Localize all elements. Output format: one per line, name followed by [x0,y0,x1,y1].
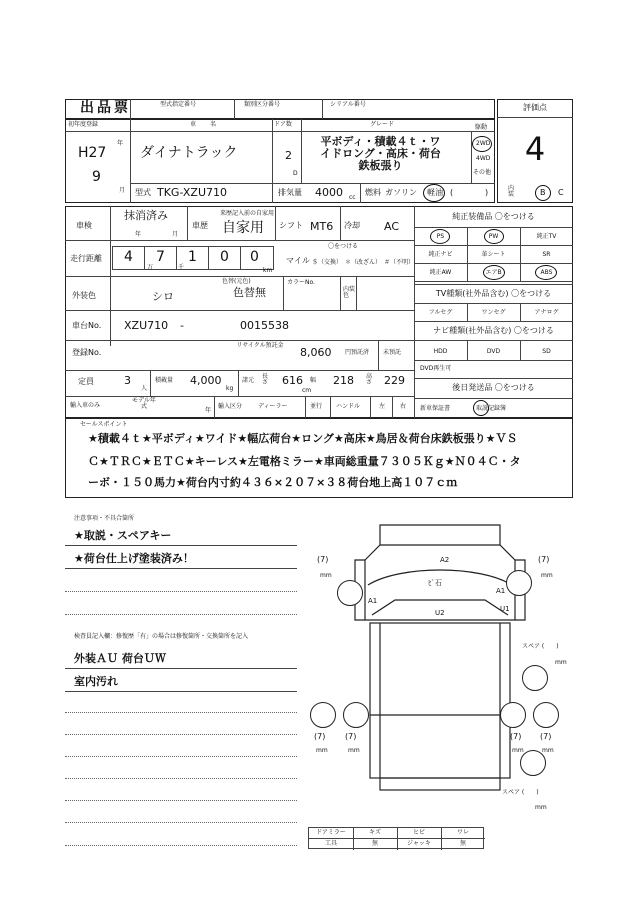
diagram-label-a1-left: A1 [368,597,378,605]
diagram-label-stone: ﾋﾟ石 [428,579,442,587]
damage-value-2: 無 [459,840,466,847]
drive-2wd-circle [472,136,492,152]
color-change-label: 色替(元色) [222,278,251,285]
recycle-unpaid: 未預託 [383,349,402,356]
spare-label-1: スペア ( ) [522,643,559,650]
import-year-unit: 年 [205,407,212,414]
damage-value-1: 無 [371,840,378,847]
import-model-year-label: モデル年式 [132,397,156,410]
tire-mm: mm [541,572,553,579]
equip-ps-circle [430,229,450,244]
later-doc-warranty: 新車保証書 [420,405,451,412]
inspection-year: 年 [135,231,142,238]
model-value: TKG-XZU710 [157,186,227,199]
registration-label: 登録No. [72,348,102,357]
chassis-label: 車台No. [72,321,102,330]
mile-label: マイル [286,256,310,265]
dvd-label: DVD再生可 [420,365,452,372]
tv-opt-fullseg: フルセグ [428,309,453,316]
interior-c: C [558,188,564,197]
tv-opt-oneseg: ワンセグ [481,309,506,316]
import-class-label: 輸入区分 [218,403,243,410]
import-dealer: ディーラー [258,403,288,410]
type-cert-label: 型式指定番号 [160,101,197,108]
equip-tv: 純正TV [536,233,557,240]
serial-label: シリアル番号 [330,101,366,108]
displacement-value: 4000 [315,186,343,199]
fuel-gas: ガソリン [385,188,417,197]
damage-value-tools: 工具 [324,840,337,847]
mileage-digit: 0 [220,249,229,265]
diagram-label-a2: A2 [440,556,450,564]
sales-line: Ｃ★ＴＲＣ★ＥＴＣ★キーレス★左電格ミラー★車両総重量７３０５Ｋｇ★Ｎ０４Ｃ・タ [88,455,521,468]
diagram-label-a1-right: A1 [496,587,506,595]
grade-value: 平ボディ・積載４ｔ・ワイドロング・高床・荷台鉄板張り [320,135,441,173]
recycle-label: リサイクル預託金 [236,342,284,349]
tire-depth-fl: (7) [317,555,329,564]
doors-label: ドア数 [274,121,292,128]
wheel-rear-left-inner [343,702,369,728]
color-value: シロ [152,290,174,303]
class-label: 類別区分番号 [244,101,281,108]
tv-opt-analog: アナログ [534,309,559,316]
dims-width: 218 [333,374,354,387]
navi-opt-dvd: DVD [486,348,501,355]
mileage-opt-unknown: ＃（不明） [384,259,415,266]
model-label: 型式 [135,188,151,197]
interior-grade-label: 内装 [508,185,515,198]
sales-line: ★積載４ｔ★平ボディ★ワイド★幅広荷台★ロング★高床★鳥居＆荷台床鉄板張り★ＶＳ [88,432,518,445]
fuel-diesel-circle [423,184,445,202]
recycle-value: 8,060 [300,346,332,359]
doors-value: 2 [285,149,292,162]
later-doc-records: 記録簿 [488,405,507,412]
capacity-unit: 人 [141,385,148,392]
equipment-grid [414,227,573,281]
usage-label: 車歴 [192,221,208,230]
inspector-line: 室内汚れ [74,675,118,688]
tire-mm: mm [555,659,567,666]
equip-pw-circle [484,229,504,244]
damage-header-scratch: キズ [369,829,381,836]
mileage-opt-exchange: ＄（交換） [312,259,343,266]
tire-mm: mm [512,747,524,754]
capacity-label: 定員 [78,377,94,386]
tire-depth-rl2: (7) [345,732,357,741]
navi-title: ナビ種類(社外品含む) 〇をつける [433,326,554,335]
import-parallel: 並行 [310,403,323,410]
doors-unit: D [293,170,298,177]
displacement-unit: cc [349,194,356,201]
int-color-label: 内装色 [343,286,356,299]
equipment-title: 純正装備品 〇をつける [452,212,535,221]
car-name-label: 車名 [190,121,231,128]
notes-line: ★取説・スペアキー [74,529,172,542]
fuel-label: 燃料 [365,188,381,197]
later-docs-title: 後日発送品 〇をつける [452,383,535,392]
tire-depth-rr1: (7) [510,732,522,741]
damage-header-mirror: ドアミラー [316,829,346,836]
interior-b: B [540,188,546,197]
load-label: 積載量 [155,377,174,384]
equip-airbag: エアB [485,269,502,276]
mileage-label: 走行距離 [70,254,102,263]
color-change-value: 色替無 [233,286,266,299]
first-reg-month: 9 [92,169,101,185]
load-unit: kg [226,385,234,392]
mileage-digit: 0 [250,249,259,265]
spare-wheel-1 [522,665,548,691]
tire-mm: mm [542,747,554,754]
notes-label: 注意事項・不具合箇所 [74,515,135,522]
import-label: 輸入車のみ [70,402,101,409]
shift-label: シフト [279,221,303,230]
tire-mm: mm [320,572,332,579]
interior-b-circle [535,185,551,201]
dims-length-label: 長さ [262,373,269,386]
equip-aw: 純正AW [429,269,452,276]
ac-value: AC [384,220,400,233]
handle-label: ハンドル [336,403,361,410]
fuel-diesel: 軽油 [427,188,443,197]
later-doc-manual: 取説 [476,405,489,412]
mileage-man: 万 [147,264,154,271]
displacement-label: 排気量 [278,188,302,197]
inspection-month: 月 [172,231,179,238]
drive-other: その他 [473,169,492,176]
drive-label: 駆動 [475,124,488,131]
mileage-opt-tamper: ＊（改ざん） [345,259,382,266]
tire-mm: mm [348,747,360,754]
mileage-digits [112,246,274,270]
damage-header-crack: ヒビ [412,829,425,836]
car-name-value: ダイナトラック [140,145,238,161]
inspection-label: 車検 [76,221,92,230]
mileage-digit: 4 [124,249,133,265]
equip-abs-circle [535,265,557,280]
spare-label-2: スペア ( ) [502,789,539,796]
header-title: 出品票 [80,100,131,116]
score-value: 4 [524,130,546,168]
usage-value: 自家用 [222,220,264,236]
mileage-digit: 7 [156,249,165,265]
damage-table [308,827,484,849]
dims-height: 229 [384,374,405,387]
sales-points-label: セールスポイント [80,421,128,428]
later-doc-manual-circle [473,400,489,416]
inspector-line: 外装ＡＵ 荷台ＵＷ [74,652,166,665]
equip-sr: SR [542,251,551,258]
equip-airbag-circle [483,265,505,280]
shift-value: MT6 [310,220,334,233]
drive-2wd: 2WD [476,140,491,147]
color-code-label: カラーNo. [287,279,315,286]
first-reg-label: 初年度登録 [68,121,99,128]
dims-height-label: 高さ [366,373,373,386]
damage-value-jack: ジャッキ [407,840,431,847]
tire-mm: mm [316,747,328,754]
handle-right: 右 [400,403,407,410]
mileage-digit: 1 [188,249,197,265]
tire-mm: mm [535,804,547,811]
tire-depth-rl1: (7) [314,732,326,741]
wheel-front-right [506,570,532,596]
wheel-rear-right-inner [500,702,526,728]
load-value: 4,000 [190,374,222,387]
wheel-rear-right-outer [533,702,559,728]
dims-unit: cm [302,387,312,394]
tire-depth-rr2: (7) [540,732,552,741]
wheel-rear-left-outer [310,702,336,728]
equip-leather: 革シート [481,251,506,258]
inspector-label: 検査員記入欄：修復歴「有」の場合は修復箇所・交換箇所を記入 [74,633,249,640]
first-reg-era: H27 [78,145,107,161]
chassis-number: 0015538 [240,319,289,332]
sales-line: ーボ・１５０馬力★荷台内寸約４３６×２０７×３８荷台地上高１０７ｃｍ [88,476,458,489]
mileage-unit: km [263,267,273,274]
dims-label: 諸元 [242,377,255,384]
tire-depth-fr: (7) [538,555,550,564]
first-reg-year-unit: 年 [117,140,124,147]
inspection-value: 抹消済み [124,209,168,222]
equip-ps: PS [436,233,445,240]
navi-opt-sd: SD [542,348,551,355]
recycle-paid: 円預託済 [345,349,370,356]
handle-left: 左 [379,403,386,410]
wheel-front-left [337,580,363,606]
tv-title: TV種類(社外品含む) 〇をつける [435,289,552,298]
diagram-label-u2: U2 [435,609,445,617]
score-label: 評価点 [523,103,547,112]
equip-navi: 純正ナビ [428,251,453,258]
first-reg-month-unit: 月 [119,187,126,194]
equip-pw: PW [488,233,499,240]
equip-abs: ABS [540,269,553,276]
ac-label: 冷却 [344,221,360,230]
color-label: 外装色 [72,291,96,300]
chassis-prefix: XZU710 [124,319,169,332]
chassis-sep: - [180,319,184,332]
mileage-sen: 千 [178,264,185,271]
dims-length: 616 [282,374,303,387]
dims-width-label: 幅 [310,377,317,384]
navi-opt-hdd: HDD [433,348,448,355]
damage-header-break: ワレ [456,829,469,836]
drive-4wd: 4WD [476,155,491,162]
grade-label: グレード [370,121,395,128]
notes-line: ★荷台仕上げ塗装済み！ [74,552,194,565]
mileage-circle-note: 〇をつける [328,243,359,250]
capacity-value: 3 [124,374,131,387]
usage-sub: 来歴記入前の自家用 [220,210,275,217]
diagram-label-u1: U1 [500,605,510,613]
